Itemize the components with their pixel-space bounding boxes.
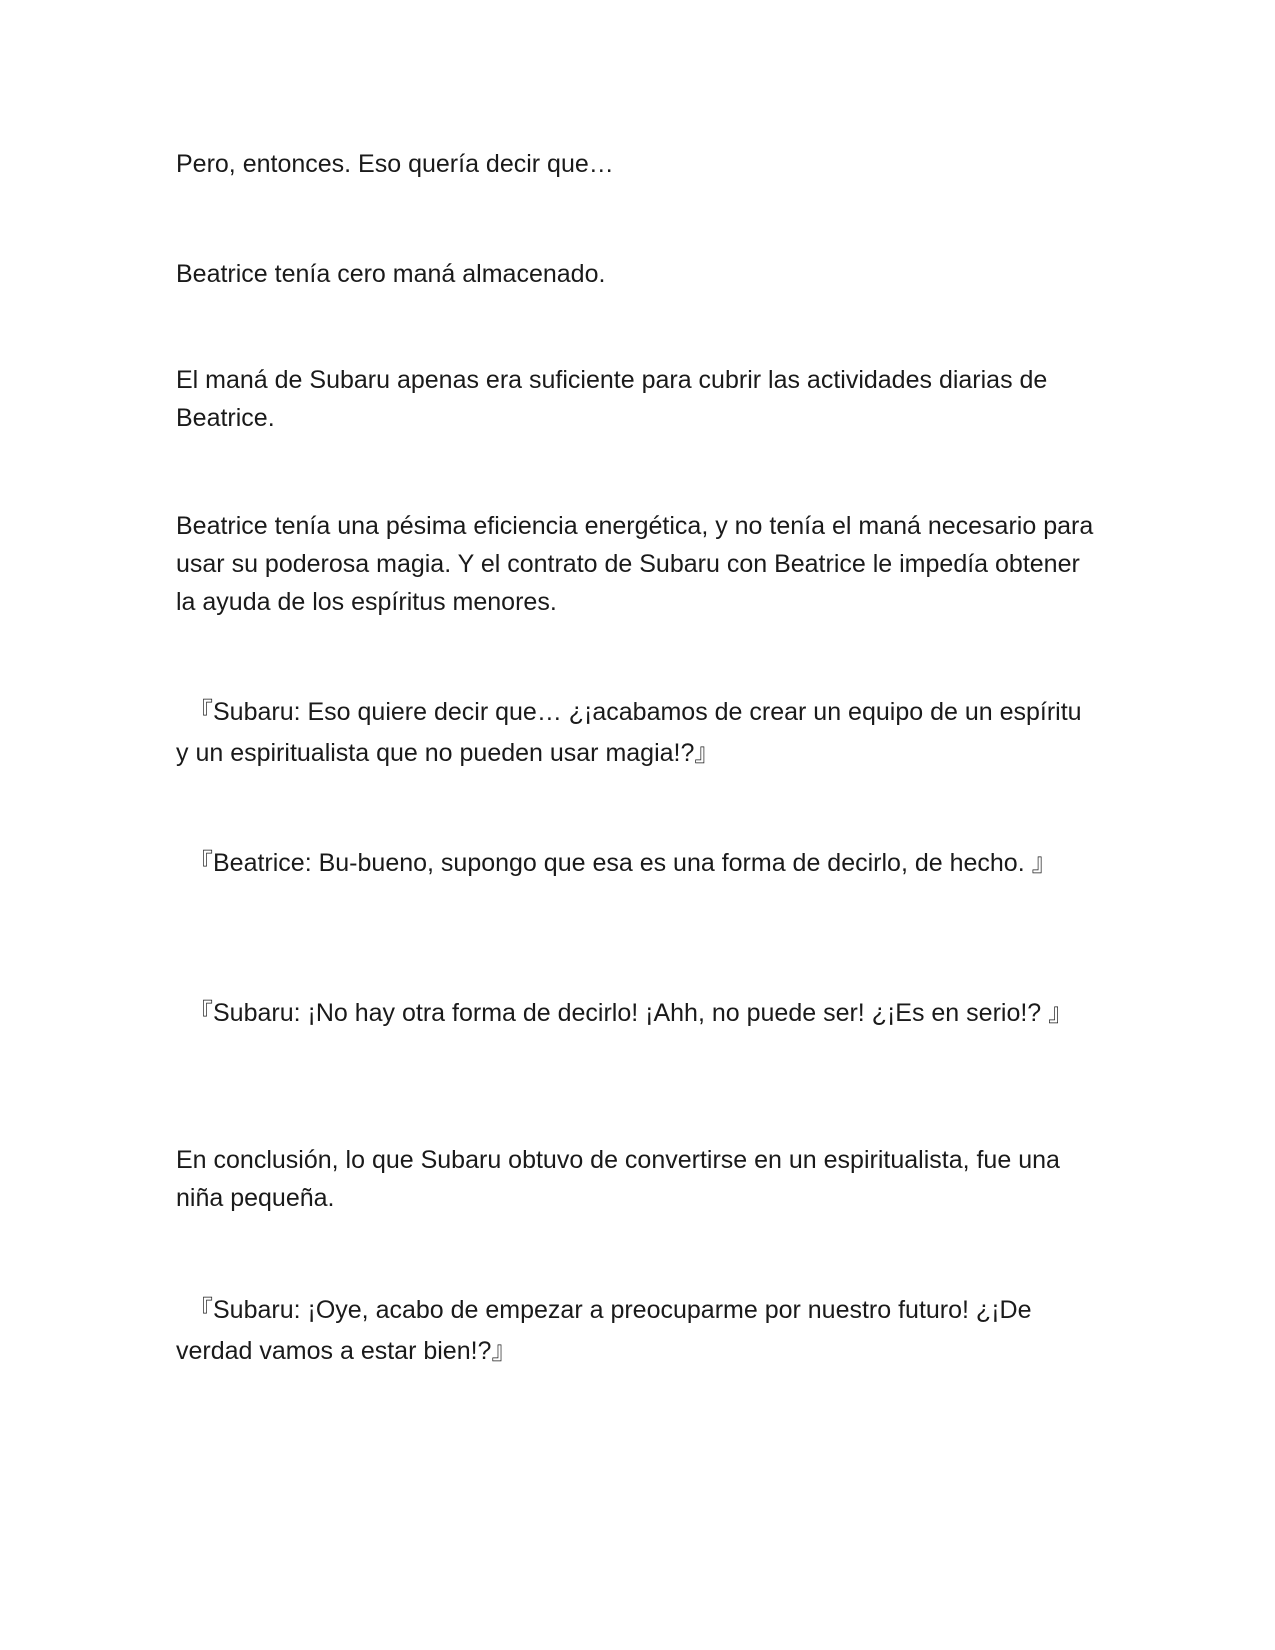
paragraph-conclusion xyxy=(176,1141,1096,1217)
dialogue-subaru-3-text: 『Subaru: ¡Oye, acabo de empezar a preocuparme por nuestro futuro! ¿¡De verdad vamos a estar bien!?』 xyxy=(176,1296,1032,1365)
paragraph-3-text: El maná de Subaru apenas era suficiente para cubrir las actividades diarias de Beatrice. xyxy=(176,366,1048,432)
paragraph-2-text: Beatrice tenía cero maná almacenado. xyxy=(176,260,606,288)
dialogue-beatrice-1 xyxy=(176,843,1096,884)
dialogue-subaru-2 xyxy=(176,993,1096,1034)
paragraph-4-text: Beatrice tenía una pésima eficiencia energética, y no tenía el maná necesario para usar su poderosa magia. Y el contrato de Subaru con Beatrice le impedía obtener la ayuda de los espíritus menores. xyxy=(176,512,1094,616)
paragraph-1-text: Pero, entonces. Eso quería decir que… xyxy=(176,150,614,178)
paragraph-3 xyxy=(176,361,1096,437)
dialogue-subaru-1 xyxy=(176,692,1096,774)
paragraph-conclusion-text: En conclusión, lo que Subaru obtuvo de convertirse en un espiritualista, fue una niña pequeña. xyxy=(176,1146,1060,1212)
paragraph-1 xyxy=(176,145,1096,183)
dialogue-subaru-1-text: 『Subaru: Eso quiere decir que… ¿¡acabamos de crear un equipo de un espíritu y un espiritualista que no pueden usar magia!?』 xyxy=(176,698,1082,767)
paragraph-4 xyxy=(176,507,1096,621)
dialogue-beatrice-1-text: 『Beatrice: Bu-bueno, supongo que esa es una forma de decirlo, de hecho. 』 xyxy=(188,849,1057,877)
paragraph-2 xyxy=(176,255,1096,293)
dialogue-subaru-3 xyxy=(176,1290,1096,1372)
dialogue-subaru-2-text: 『Subaru: ¡No hay otra forma de decirlo! ¡Ahh, no puede ser! ¿¡Es en serio!? 』 xyxy=(188,999,1074,1027)
